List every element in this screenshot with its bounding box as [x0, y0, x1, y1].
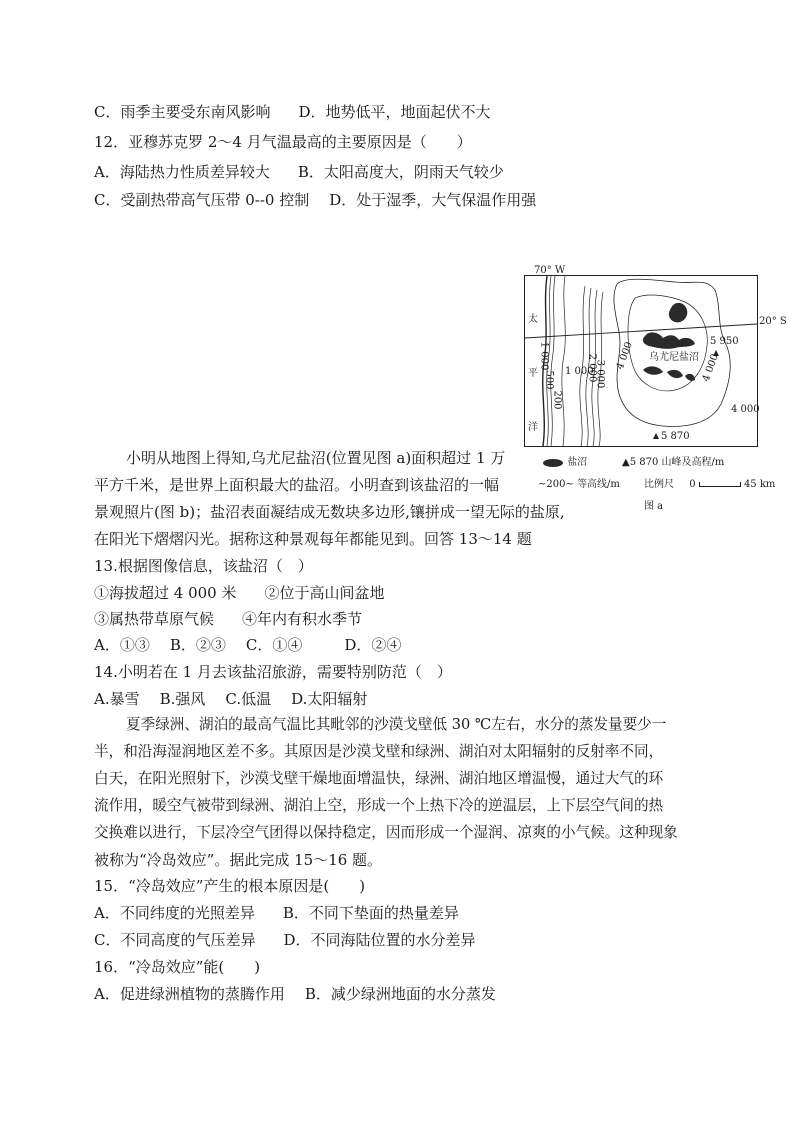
passage2-line2: 半，和沿海湿润地区差不多。其原因是沙漠戈壁和绿洲、湖泊对太阳辐射的反射率不同， — [94, 743, 664, 760]
q15-options-ab — [94, 903, 459, 923]
q13-statements-12 — [94, 583, 385, 603]
legend-contour-value: 200 — [546, 479, 566, 490]
contour-1000a — [562, 276, 565, 446]
contour-500 — [551, 276, 555, 446]
passage2-line4: 流作用，暖空气被带到绿洲、湖泊上空，形成一个上热下冷的逆温层，上下层空气间的热 — [94, 797, 664, 814]
passage1-line4: 在阳光下熠熠闪光。据称这种景观每年都能见到。回答 13～14 题 — [94, 530, 532, 548]
q14-option-b[interactable]: B.强风 — [159, 690, 206, 708]
salt-flat-south-a — [643, 366, 663, 374]
q13-option-a[interactable]: A．①③ — [94, 636, 150, 654]
longitude-label: 70° W — [534, 265, 566, 276]
q15-option-d[interactable]: D．不同海陆位置的水分差异 — [283, 931, 476, 949]
q11-options-cd — [94, 102, 491, 122]
q13-statement-2: ②位于高山间盆地 — [264, 584, 385, 602]
latitude-label: 20° S — [759, 316, 787, 327]
passage1-line1: 小明从地图上得知,乌尤尼盐沼(位置见图 a)面积超过 1 万 — [126, 449, 506, 467]
contour-label-4000a: 4 000 — [614, 340, 635, 372]
q14-option-a[interactable]: A.暴雪 — [94, 690, 140, 708]
q12-stem: 12．亚穆苏克罗 2～4 月气温最高的主要原因是（ ） — [94, 133, 472, 151]
q12-option-b[interactable]: B．太阳高度大，阴雨天气较少 — [297, 163, 504, 181]
salt-flat-main — [643, 332, 695, 348]
q13-statement-4: ④年内有积水季节 — [242, 610, 363, 628]
q13-option-d[interactable]: D．②④ — [344, 636, 402, 654]
ocean-char-3: 洋 — [528, 422, 538, 433]
legend-contour — [538, 479, 620, 491]
contour-label-2000: 2 000 — [586, 353, 598, 383]
q16-option-a[interactable]: A．促进绿洲植物的蒸腾作用 — [94, 985, 285, 1003]
q13-options — [94, 635, 401, 655]
q12-options-ab — [94, 162, 504, 182]
salt-flat-north — [669, 303, 687, 322]
q11-option-c[interactable]: C．雨季主要受东南风影响 — [94, 103, 271, 121]
legend-scale-label: 比例尺 — [644, 479, 674, 490]
q15-option-c[interactable]: C．不同高度的气压差异 — [94, 931, 256, 949]
contour-label-3000: 3 000 — [594, 359, 606, 389]
legend-contour-text: 等高线/m — [577, 479, 620, 490]
q13-statement-3: ③属热带草原气候 — [94, 610, 215, 628]
q13-statements-34 — [94, 609, 362, 629]
q16-stem: 16．“冷岛效应”能( ) — [94, 958, 261, 976]
q15-option-a[interactable]: A．不同纬度的光照差异 — [94, 904, 255, 922]
q12-option-c[interactable]: C．受副热带高气压带 0--0 控制 — [94, 191, 310, 209]
ocean-char-1: 太 — [528, 314, 538, 325]
q13-statement-1: ①海拔超过 4 000 米 — [94, 584, 237, 602]
figure-caption: 图 a — [644, 501, 664, 512]
map-frame — [524, 275, 787, 447]
passage2-line3: 白天，在阳光照射下，沙漠戈壁干燥地面增温快，绿洲、湖泊地区增温慢，通过大气的环 — [94, 770, 664, 787]
q12-option-d[interactable]: D．处于湿季，大气保温作用强 — [329, 191, 537, 209]
contour-label-1000a: 1 000 — [538, 341, 550, 371]
contour-label-4000b: 4 000 — [700, 352, 721, 384]
q14-options — [94, 689, 367, 709]
contour-label-200: 200 — [551, 390, 563, 410]
legend-salt-text: 盐沼 — [567, 457, 588, 468]
legend-contour-line-icon-2: ~ — [565, 479, 574, 490]
legend-scale-bar — [699, 482, 741, 487]
q12-options-cd — [94, 190, 536, 210]
passage1-line2: 平方千米，是世界上面积最大的盐沼。小明查到该盐沼的一幅 — [94, 476, 500, 494]
q16-options-ab — [94, 984, 496, 1004]
q13-option-b[interactable]: B．②③ — [169, 636, 226, 654]
q14-stem: 14.小明若在 1 月去该盐沼旅游，需要特别防范（ ） — [94, 663, 452, 681]
legend-peak-text: 5 870 山峰及高程/m — [629, 457, 725, 468]
peak-5870-marker — [653, 433, 659, 439]
contour-label-4000c: 4 000 — [731, 404, 760, 415]
contour-label-500: 500 — [543, 370, 555, 390]
contour-label-1000b: 1 000 — [565, 366, 594, 377]
passage2-line6: 被称为“冷岛效应”。据此完成 15～16 题。 — [94, 851, 383, 869]
q11-option-d[interactable]: D．地势低平，地面起伏不大 — [298, 103, 491, 121]
q15-options-cd — [94, 930, 476, 950]
passage2-line5: 交换难以进行，下层冷空气团得以保持稳定，因而形成一个湿润、凉爽的小气候。这种现象 — [94, 824, 678, 841]
q16-option-b[interactable]: B．减少绿洲地面的水分蒸发 — [304, 985, 496, 1003]
legend-scale — [644, 479, 775, 491]
peak-5950-label: 5 950 — [710, 336, 739, 347]
q14-option-d[interactable]: D.太阳辐射 — [291, 690, 368, 708]
legend-scale-zero: 0 — [689, 479, 696, 490]
legend-peak-icon: ▲ — [622, 457, 630, 468]
q15-stem: 15．“冷岛效应”产生的根本原因是( ) — [94, 877, 366, 895]
map-drawing — [525, 276, 757, 446]
ocean-char-2: 平 — [528, 368, 538, 379]
q14-option-c[interactable]: C.低温 — [225, 690, 272, 708]
salt-flat-south-c — [685, 374, 695, 381]
legend-salt-swatch — [542, 458, 564, 468]
salt-flat-label: 乌尤尼盐沼 — [649, 352, 699, 363]
q13-option-c[interactable]: C．①④ — [245, 636, 303, 654]
salt-flat-south-b — [667, 370, 683, 378]
q13-stem: 13.根据图像信息，该盐沼（ ） — [94, 557, 313, 575]
passage1-line3: 景观照片(图 b)；盐沼表面凝结成无数块多边形,镶拼成一望无际的盐原, — [94, 503, 565, 521]
q12-option-a[interactable]: A．海陆热力性质差异较大 — [94, 163, 270, 181]
legend-salt — [542, 457, 587, 469]
legend-peak — [622, 457, 724, 469]
q15-option-b[interactable]: B．不同下垫面的热量差异 — [282, 904, 459, 922]
legend-scale-value: 45 km — [743, 479, 776, 490]
legend-contour-line-icon: ~ — [538, 479, 547, 490]
map-figure-a — [524, 265, 787, 517]
peak-5870-label: 5 870 — [661, 431, 690, 442]
passage2-line1: 夏季绿洲、湖泊的最高气温比其毗邻的沙漠戈壁低 30 ℃左右，水分的蒸发量要少一 — [126, 716, 667, 733]
